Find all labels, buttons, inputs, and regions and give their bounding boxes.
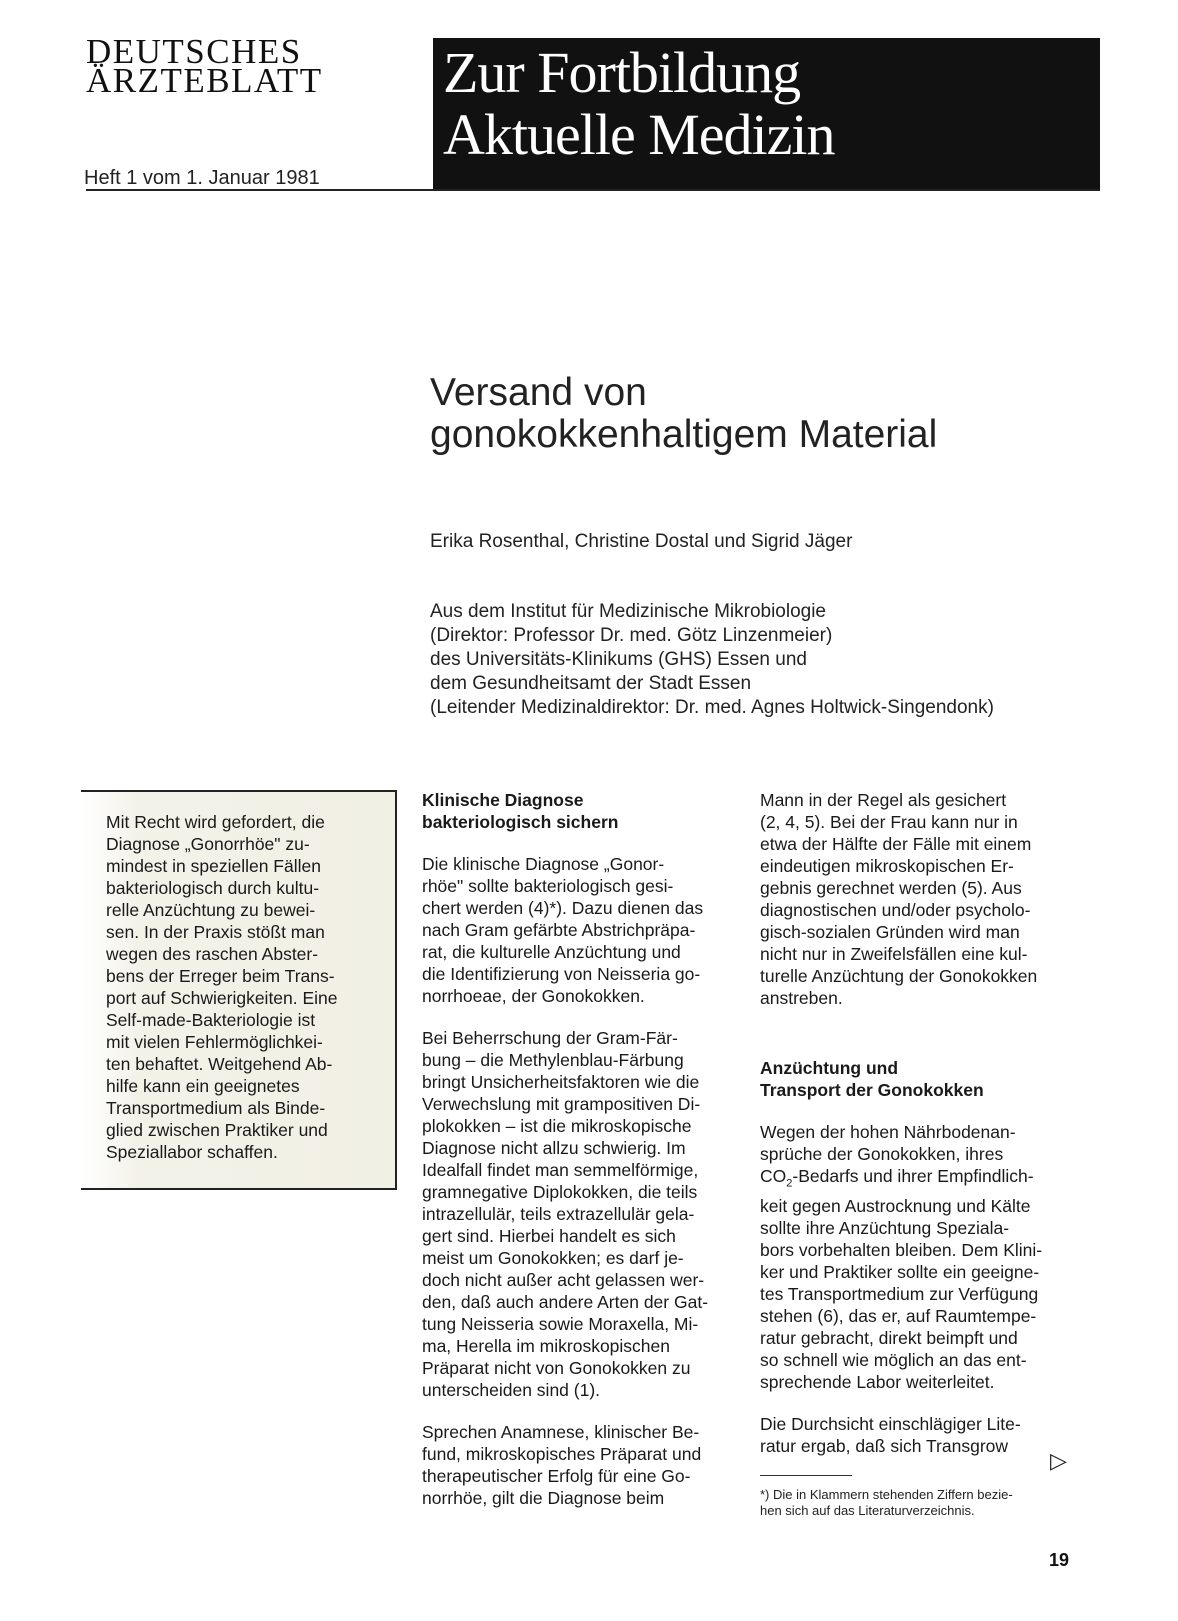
body-line: (2, 4, 5). Bei der Frau kann nur in <box>760 812 1018 832</box>
abstract-line: hilfe kann ein geeignetes <box>106 1076 300 1096</box>
body-line: Diagnose nicht allzu schwierig. Im <box>422 1138 686 1158</box>
body-line: therapeutischer Erfolg für eine Go- <box>422 1466 691 1486</box>
section-heading: Klinische Diagnose <box>422 790 584 810</box>
body-line: sprechende Labor weiterleitet. <box>760 1371 995 1392</box>
abstract-line: bakteriologisch durch kultu- <box>106 878 320 898</box>
body-line: ma, Herella im mikroskopischen <box>422 1336 670 1356</box>
article-affiliation <box>430 600 994 720</box>
body-line: fund, mikroskopisches Präparat und <box>422 1444 702 1464</box>
body-line: norrhöe, gilt die Diagnose beim <box>422 1488 665 1508</box>
body-line: gisch-sozialen Gründen wird man <box>760 922 1020 942</box>
abstract-line: Speziallabor schaffen. <box>106 1142 278 1162</box>
abstract-line: glied zwischen Praktiker und <box>106 1120 328 1140</box>
body-line: bung – die Methylenblau-Färbung <box>422 1050 684 1070</box>
body-line: doch nicht außer acht gelassen wer- <box>422 1270 705 1290</box>
footnote-line: *) Die in Klammern stehenden Ziffern bezie- <box>760 1487 1013 1502</box>
body-line: norrhoeae, der Gonokokken. <box>422 986 645 1006</box>
body-line: unterscheiden sind (1). <box>422 1380 601 1400</box>
abstract-line: wegen des raschen Abster- <box>106 944 319 964</box>
abstract-line: port auf Schwierigkeiten. Eine <box>106 988 338 1008</box>
issue-date: Heft 1 vom 1. Januar 1981 <box>84 167 320 189</box>
footnote-rule <box>760 1475 852 1476</box>
affiliation-line: des Universitäts-Klinikums (GHS) Essen und <box>430 649 807 670</box>
body-line: gebnis gerechnet werden (5). Aus <box>760 878 1022 898</box>
body-line: so schnell wie möglich an das ent- <box>760 1349 1027 1370</box>
section-banner-text <box>443 42 835 166</box>
article-title <box>430 372 937 456</box>
masthead-logo <box>86 32 406 100</box>
body-line: sollte ihre Anzüchtung Speziala- <box>760 1217 1010 1238</box>
body-line: ratur ergab, daß sich Transgrow <box>760 1435 1009 1456</box>
body-line: bringt Unsicherheitsfaktoren wie die <box>422 1072 700 1092</box>
body-line: den, daß auch andere Arten der Gat- <box>422 1292 709 1312</box>
abstract-line: mit vielen Fehlermöglichkei- <box>106 1032 323 1052</box>
body-line: die Identifizierung von Neisseria go- <box>422 964 701 984</box>
body-line: anstreben. <box>760 988 843 1008</box>
body-line: stehen (6), das er, auf Raumtempe- <box>760 1305 1037 1326</box>
body-line: nicht nur in Zweifelsfällen eine kul- <box>760 944 1028 964</box>
masthead-line2: ÄRZTEBLATT <box>86 61 323 100</box>
article-authors: Erika Rosenthal, Christine Dostal und Sigrid Jäger <box>430 531 853 552</box>
body-line: etwa der Hälfte der Fälle mit einem <box>760 834 1032 854</box>
abstract-line: Diagnose „Gonorrhöe" zu- <box>106 834 310 854</box>
footnote <box>760 1487 1013 1519</box>
body-line: eindeutigen mikroskopischen Er- <box>760 856 1014 876</box>
body-line: Bei Beherrschung der Gram-Fär- <box>422 1028 678 1048</box>
body-line: Verwechslung mit grampositiven Di- <box>422 1094 701 1114</box>
abstract-line: mindest in speziellen Fällen <box>106 856 321 876</box>
body-column-middle <box>422 789 740 1509</box>
body-line: Präparat nicht von Gonokokken zu <box>422 1358 691 1378</box>
body-line: ker und Praktiker sollte ein geeigne- <box>760 1261 1040 1282</box>
abstract-line: ten behaftet. Weitgehend Ab- <box>106 1054 333 1074</box>
body-line: plokokken – ist die mikroskopische <box>422 1116 692 1136</box>
abstract-line: sen. In der Praxis stößt man <box>106 922 325 942</box>
abstract-line: bens der Erreger beim Trans- <box>106 966 335 986</box>
abstract-line: relle Anzüchtung zu bewei- <box>106 900 316 920</box>
body-line: bors vorbehalten bleiben. Dem Klini- <box>760 1239 1043 1260</box>
body-line: gramnegative Diplokokken, die teils <box>422 1182 698 1202</box>
body-line: tes Transportmedium zur Verfügung <box>760 1283 1039 1304</box>
banner-line2: Aktuelle Medizin <box>443 102 835 167</box>
affiliation-line: (Leitender Medizinaldirektor: Dr. med. Agnes Holtwick-Singendonk) <box>430 697 994 718</box>
body-line: ratur gebracht, direkt beimpft und <box>760 1327 1018 1348</box>
body-line: Die klinische Diagnose „Gonor- <box>422 854 665 874</box>
body-column-right <box>760 789 1080 1457</box>
continue-arrow-icon: ▷ <box>1050 1448 1067 1473</box>
masthead-line1: DEUTSCHES <box>86 32 302 71</box>
body-line: Idealfall findet man semmelförmige, <box>422 1160 699 1180</box>
affiliation-line: dem Gesundheitsamt der Stadt Essen <box>430 673 752 694</box>
body-line: turelle Anzüchtung der Gonokokken <box>760 966 1038 986</box>
abstract-line: Mit Recht wird gefordert, die <box>106 812 325 832</box>
affiliation-line: (Direktor: Professor Dr. med. Götz Linzenmeier) <box>430 625 833 646</box>
body-line: meist um Gonokokken; es darf je- <box>422 1248 684 1268</box>
affiliation-line: Aus dem Institut für Medizinische Mikrobiologie <box>430 601 827 622</box>
body-line: rat, die kulturelle Anzüchtung und <box>422 942 681 962</box>
body-line: chert werden (4)*). Dazu dienen das <box>422 898 704 918</box>
title-line1: Versand von <box>430 371 647 414</box>
body-line: gert sind. Hierbei handelt es sich <box>422 1226 676 1246</box>
footnote-line: hen sich auf das Literaturverzeichnis. <box>760 1503 975 1518</box>
abstract-line: Self-made-Bakteriologie ist <box>106 1010 316 1030</box>
title-line2: gonokokkenhaltigem Material <box>430 413 938 456</box>
page-number: 19 <box>1049 1550 1070 1570</box>
section-heading: Transport der Gonokokken <box>760 1080 984 1100</box>
body-line: tung Neisseria sowie Moraxella, Mi- <box>422 1314 699 1334</box>
banner-line1: Zur Fortbildung <box>443 40 801 105</box>
body-line: diagnostischen und/oder psycholo- <box>760 900 1031 920</box>
body-line: intrazellulär, teils extrazellulär gela- <box>422 1204 695 1224</box>
body-line: rhöe" sollte bakteriologisch gesi- <box>422 876 674 896</box>
body-line: sprüche der Gonokokken, ihres <box>760 1144 1004 1164</box>
body-line: nach Gram gefärbte Abstrichpräpa- <box>422 920 696 940</box>
section-heading: Anzüchtung und <box>760 1058 899 1078</box>
abstract-line: Transportmedium als Binde- <box>106 1098 326 1118</box>
body-line: Wegen der hohen Nährbodenan- <box>760 1122 1016 1142</box>
abstract-text <box>106 811 376 1163</box>
body-line: Mann in der Regel als gesichert <box>760 790 1007 810</box>
section-heading: bakteriologisch sichern <box>422 812 619 832</box>
body-line: keit gegen Austrocknung und Kälte <box>760 1195 1031 1216</box>
header-rule <box>86 189 1100 191</box>
body-line: $CO_2$-Bedarfs und ihrer Empfindlich- <box>760 1166 1034 1190</box>
body-line: Sprechen Anamnese, klinischer Be- <box>422 1422 700 1442</box>
body-line: Die Durchsicht einschlägiger Lite- <box>760 1413 1021 1434</box>
